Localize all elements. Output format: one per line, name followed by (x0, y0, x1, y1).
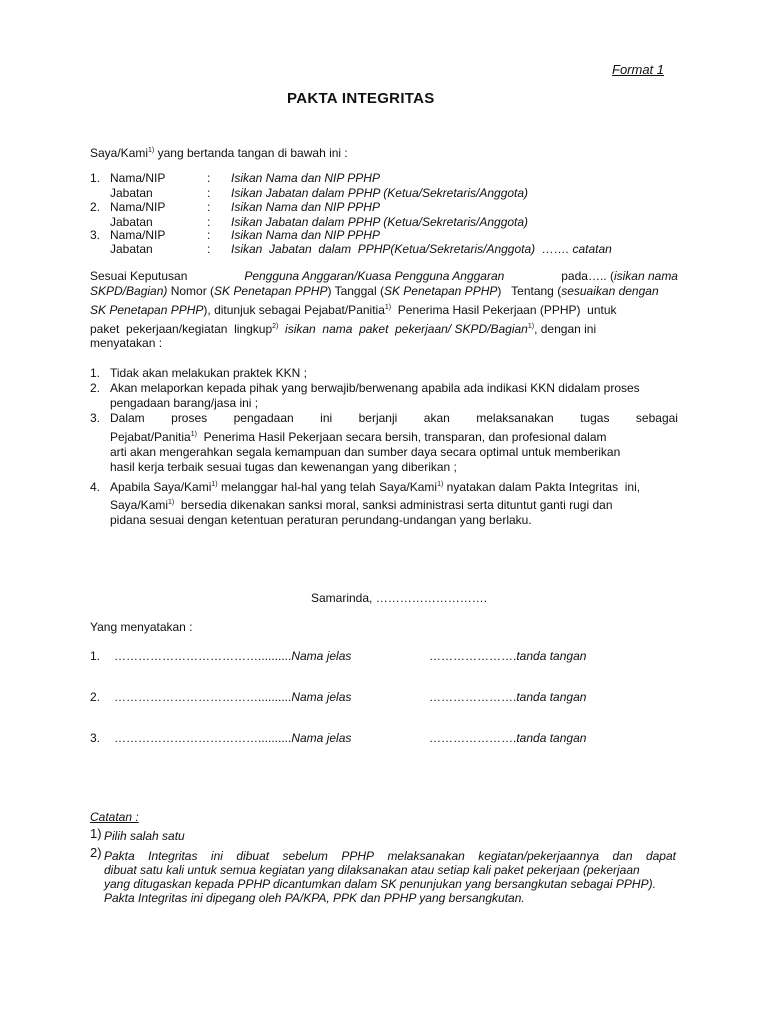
colon: : (207, 171, 211, 185)
statement-text: Dalam proses pengadaan ini berjanji akan melaksanakan tugas sebagai (110, 411, 678, 425)
job-value: Isikan Jabatan dalam PPHP (Ketua/Sekretaris/Anggota) (231, 215, 529, 229)
note-text: Pakta Integritas ini dipegang oleh PA/KPA, PPK dan PPHP yang bersangkutan. (104, 891, 525, 905)
note-text: dibuat satu kali untuk semua kegiatan yang dilaksanakan atau setiap kali paket pekerjaan (pekerjaan (104, 863, 640, 877)
statement-text: Tidak akan melakukan praktek KKN ; (110, 366, 307, 380)
note-text: Pakta Integritas ini dibuat sebelum PPHP melaksanakan kegiatan/pekerjaannya dan dapat (104, 849, 676, 863)
signature-field: ………………….tanda tangan (429, 649, 587, 663)
statement-number: 3. (90, 411, 101, 425)
signatory-number: 3. (90, 731, 101, 745)
statement-text: hasil kerja terbaik sesuai tugas dan kewenangan yang diberikan ; (110, 460, 457, 474)
name-value: Isikan Nama dan NIP PPHP (231, 200, 380, 214)
name-field: ………………………………..........Nama jelas (114, 649, 352, 663)
statement-number: 1. (90, 366, 101, 380)
colon: : (207, 228, 211, 242)
intro-line: Saya/Kami$^{1)}$ yang bertanda tangan di bawah ini : (90, 146, 348, 160)
colon: : (207, 215, 211, 229)
name-field: ………………………………..........Nama jelas (114, 731, 352, 745)
signatory-number: 1. (90, 649, 101, 663)
job-label: Jabatan (110, 215, 153, 229)
statement-text: Akan melaporkan kepada pihak yang berwajib/berwenang apabila ada indikasi KKN didalam proses (110, 381, 640, 395)
job-label: Jabatan (110, 242, 153, 256)
colon: : (207, 242, 211, 256)
statement-text: Pejabat/Panitia$^{1)}$ Penerima Hasil Pekerjaan secara bersih, transparan, dan profesional dalam (110, 430, 607, 444)
note-text: yang ditugaskan kepada PPHP dicantumkan dalam SK penunjukan yang bersangkutan sebagai PPHP). (104, 877, 656, 891)
name-label: Nama/NIP (110, 200, 166, 214)
job-label: Jabatan (110, 186, 153, 200)
statement-text: pidana sesuai dengan ketentuan peraturan perundang-undangan yang berlaku. (110, 513, 532, 527)
notes-heading: Catatan : (90, 810, 139, 824)
note-marker: 2) (90, 845, 102, 860)
name-label: Nama/NIP (110, 228, 166, 242)
job-value: Isikan Jabatan dalam PPHP (Ketua/Sekretaris/Anggota) (231, 186, 529, 200)
page-title: PAKTA INTEGRITAS (287, 90, 435, 107)
signature-field: ………………….tanda tangan (429, 690, 587, 704)
member-number: 3. (90, 228, 101, 242)
place-date: Samarinda, ………………………. (311, 591, 488, 605)
note-text: Pilih salah satu (104, 829, 185, 843)
statement-text: Saya/Kami$^{1)}$ bersedia dikenakan sanksi moral, sanksi administrasi serta dituntut ganti rugi dan (110, 498, 613, 512)
statement-text: Apabila Saya/Kami$^{1)}$ melanggar hal-hal yang telah Saya/Kami$^{1)}$ nyatakan dalam Pakta Integritas ini, (110, 480, 641, 494)
statement-number: 4. (90, 480, 101, 494)
signatory-number: 2. (90, 690, 101, 704)
decree-line: SKPD/Bagian) Nomor (SK Penetapan PPHP) Tanggal (SK Penetapan PPHP) Tentang (sesuaikan dengan (90, 284, 659, 298)
statement-text: pengadaan barang/jasa ini ; (110, 396, 259, 410)
signature-field: ………………….tanda tangan (429, 731, 587, 745)
member-number: 2. (90, 200, 101, 214)
name-field: ………………………………..........Nama jelas (114, 690, 352, 704)
colon: : (207, 186, 211, 200)
member-number: 1. (90, 171, 101, 185)
decree-line: Sesuai Keputusan Pengguna Anggaran/Kuasa Pengguna Anggaran pada….. (isikan nama (90, 269, 678, 283)
statement-text: arti akan mengerahkan segala kemampuan dan sumber daya secara optimal untuk memberikan (110, 445, 621, 459)
decree-line: paket pekerjaan/kegiatan lingkup$^{2)}$ isikan nama paket pekerjaan/ SKPD/Bagian$^{1)}$, dengan ini (90, 322, 597, 336)
name-label: Nama/NIP (110, 171, 166, 185)
decree-line: SK Penetapan PPHP), ditunjuk sebagai Pejabat/Panitia$^{1)}$ Penerima Hasil Pekerjaan (PPHP) untuk (90, 303, 617, 317)
name-value: Isikan Nama dan NIP PPHP (231, 228, 380, 242)
note-marker: 1) (90, 826, 102, 841)
statement-number: 2. (90, 381, 101, 395)
job-value: Isikan Jabatan dalam PPHP(Ketua/Sekretaris/Anggota) ……. catatan (231, 242, 612, 256)
format-label: Format 1 (612, 62, 665, 77)
declarer-label: Yang menyatakan : (90, 620, 193, 634)
decree-line: menyatakan : (90, 336, 163, 350)
colon: : (207, 200, 211, 214)
name-value: Isikan Nama dan NIP PPHP (231, 171, 380, 185)
